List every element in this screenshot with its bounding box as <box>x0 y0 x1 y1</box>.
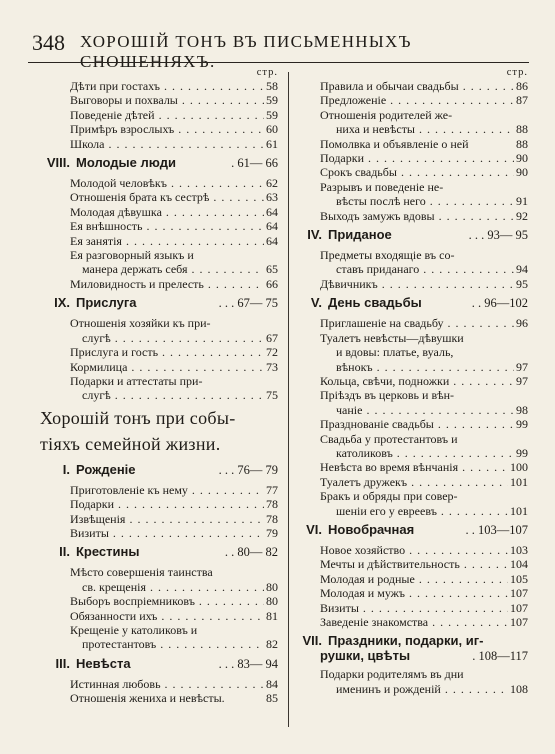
toc-entry: Дѣти при гостахъ . . . 58 <box>30 79 278 93</box>
toc-entry: Туалетъ дружекъ . . . 101 <box>300 475 528 489</box>
toc-entry: Ея занятія . . . 64 <box>30 234 278 248</box>
toc-entry: Молодой человѣкъ . . . 62 <box>30 176 278 190</box>
section-heading: IX. Прислуга . . . 67— 75 <box>54 295 278 311</box>
toc-entry: Выходъ замужъ вдовы . . . 92 <box>300 209 528 223</box>
toc-entry: именинъ и рожденій . . . 108 <box>300 682 528 696</box>
toc-entry: Подарки родителямъ въ дни <box>320 667 464 682</box>
toc-entry: чаніе . . . 98 <box>300 403 528 417</box>
toc-entry: Школа . . . 61 <box>30 137 278 151</box>
toc-entry: Дѣвичникъ . . . 95 <box>300 277 528 291</box>
toc-entry: Бракъ и обряды при совер- <box>320 489 458 504</box>
header-rule <box>28 62 529 63</box>
page-header <box>22 16 533 71</box>
toc-entry: Предложеніе . . . 87 <box>300 93 528 107</box>
section-heading: VI. Новобрачная . . 103—107 <box>306 521 528 537</box>
toc-entry: Извѣщенія . . . 78 <box>30 512 278 526</box>
pages-label: стр. <box>256 67 278 78</box>
toc-entry: манера держать себя . . . 65 <box>30 262 278 276</box>
toc-entry: Кольца, свѣчи, подножки . . . 97 <box>300 374 528 388</box>
toc-entry: Молодая и родные . . . 105 <box>300 572 528 586</box>
toc-entry: Кормилица . . . 73 <box>30 360 278 374</box>
toc-column-right <box>300 66 528 696</box>
section-heading: II. Крестины . . 80— 82 <box>59 544 278 560</box>
toc-entry: Новое хозяйство . . . 103 <box>300 543 528 557</box>
section-heading: VII. Праздники, подарки, иг- <box>302 633 484 649</box>
toc-entry: Примѣръ взрослыхъ . . . 60 <box>30 122 278 136</box>
section-heading: III. Невѣста . . . 83— 94 <box>55 655 278 671</box>
running-title: ХОРОШІЙ ТОНЪ ВЪ ПИСЬМЕННЫХЪ СНОШЕНІЯХЪ. <box>80 32 412 71</box>
toc-entry: Визиты . . . 107 <box>300 601 528 615</box>
toc-entry: Приглашеніе на свадьбу . . . 96 <box>300 316 528 330</box>
toc-entry: Мечты и дѣйствительность . . . 104 <box>300 557 528 571</box>
toc-entry: Молодая и мужъ . . . 107 <box>300 586 528 600</box>
toc-entry: Отношенія брата къ сестрѣ . . . 63 <box>30 190 278 204</box>
toc-entry: Отношенія родителей же- <box>320 107 453 122</box>
toc-entry: Свадьба у протестантовъ и <box>320 431 458 446</box>
toc-entry: слугѣ . . . 75 <box>30 388 278 402</box>
toc-entry: Разрывъ и поведеніе не- <box>320 179 444 194</box>
toc-entry: Визиты . . . 79 <box>30 526 278 540</box>
toc-entry: Ея разговорный языкъ и <box>70 248 194 263</box>
toc-entry: протестантовъ . . . 82 <box>30 637 278 651</box>
toc-entry: Поведеніе дѣтей . . . 59 <box>30 108 278 122</box>
toc-entry: Отношенія жениха и невѣсты. 85 <box>70 691 278 706</box>
toc-entry: Празднованіе свадьбы . . . 99 <box>300 417 528 431</box>
page-number: 348 <box>32 30 65 55</box>
toc-entry: шеніи его у евреевъ . . . 101 <box>300 504 528 518</box>
toc-entry: Молодая дѣвушка . . . 64 <box>30 205 278 219</box>
section-heading: IV. Приданое . . . 93— 95 <box>307 227 528 243</box>
section-heading-line2: рушки, цвѣты . 108—117 <box>320 648 528 664</box>
section-heading: V. День свадьбы . . 96—102 <box>310 295 528 311</box>
toc-entry: Помолвка и объявленіе о ней 88 <box>320 136 528 151</box>
toc-column-left <box>30 66 278 706</box>
toc-entry: Мѣсто совершенія таинства <box>70 565 213 580</box>
column-divider <box>288 72 289 727</box>
toc-entry: Ея внѣшность . . . 64 <box>30 219 278 233</box>
toc-entry: Отношенія хозяйки къ при- <box>70 316 211 331</box>
toc-entry: Предметы входящіе въ со- <box>320 248 455 263</box>
toc-entry: ставъ приданаго . . . 94 <box>300 262 528 276</box>
toc-entry: ниха и невѣсты . . . 88 <box>300 122 528 136</box>
toc-entry: Обязанности ихъ . . . 81 <box>30 609 278 623</box>
section-heading: I. Рожденіе . . . 76— 79 <box>62 461 278 477</box>
toc-entry: св. крещенія . . . 80 <box>30 580 278 594</box>
toc-entry: Крещеніе у католиковъ и <box>70 622 198 637</box>
toc-entry: вѣнокъ . . . 97 <box>300 360 528 374</box>
toc-entry: Прислуга и гость . . . 72 <box>30 345 278 359</box>
section-heading: VIII. Молодые люди . 61— 66 <box>46 155 278 171</box>
toc-entry: вѣсты послѣ него . . . 91 <box>300 194 528 208</box>
toc-entry: Истинная любовь . . . 84 <box>30 677 278 691</box>
toc-entry: Выговоры и похвалы . . . 59 <box>30 93 278 107</box>
toc-entry: Туалетъ невѣсты—дѣвушки <box>320 330 464 345</box>
toc-entry: слугѣ . . . 67 <box>30 331 278 345</box>
toc-entry: Подарки . . . 90 <box>300 151 528 165</box>
part-heading: Хорошій тонъ при собы- <box>40 407 236 428</box>
part-heading-line2: тіяхъ семейной жизни. <box>40 433 221 454</box>
toc-entry: Срокъ свадьбы . . . 90 <box>300 165 528 179</box>
toc-entry: Подарки . . . 78 <box>30 497 278 511</box>
toc-entry: Выборъ воспріемниковъ . . . 80 <box>30 594 278 608</box>
toc-entry: католиковъ . . . 99 <box>300 446 528 460</box>
toc-entry: и вдовы: платье, вуаль, <box>336 345 454 360</box>
toc-entry: Подарки и аттестаты при- <box>70 373 203 388</box>
toc-entry: Миловидность и прелесть . . . 66 <box>30 277 278 291</box>
toc-entry: Правила и обычаи свадьбы . . . 86 <box>300 79 528 93</box>
pages-label: стр. <box>506 67 528 78</box>
toc-entry: Приготовленіе къ нему . . . 77 <box>30 483 278 497</box>
toc-entry: Невѣста во время вѣнчанія . . . 100 <box>300 460 528 474</box>
toc-entry: Заведеніе знакомства . . . 107 <box>300 615 528 629</box>
toc-entry: Пріѣздъ въ церковь и вѣн- <box>320 388 455 403</box>
